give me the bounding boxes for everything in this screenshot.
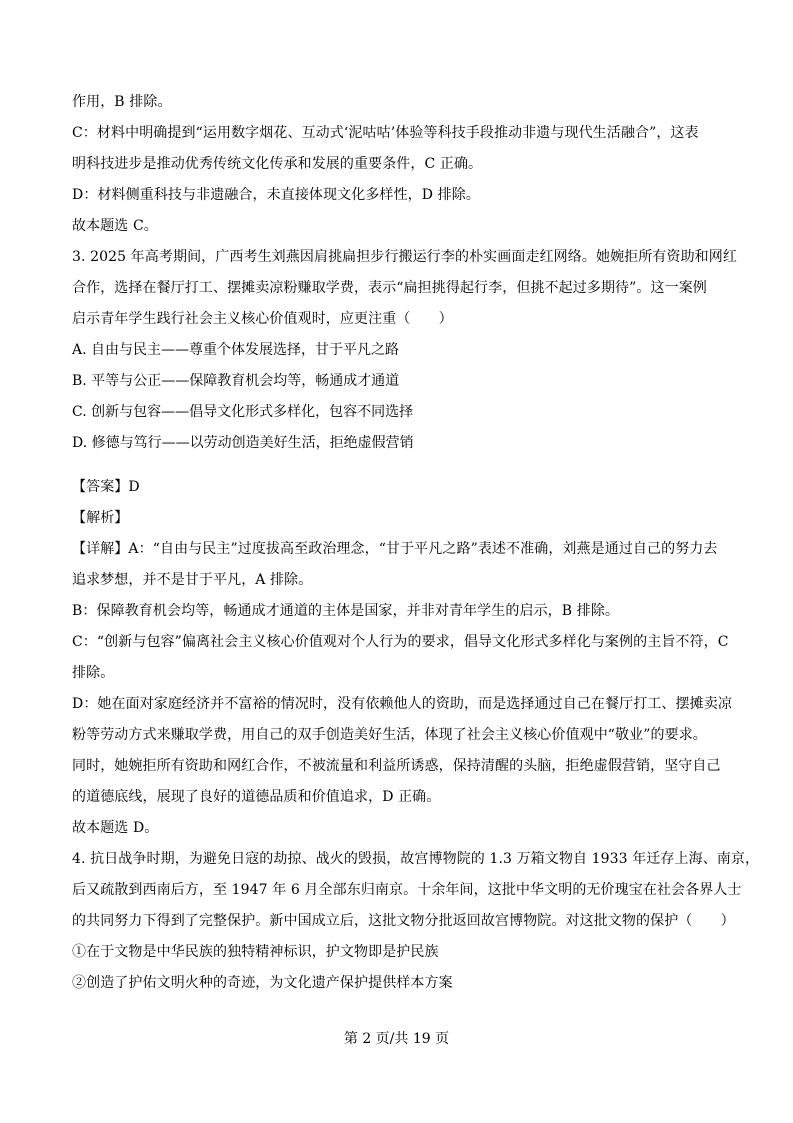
analysis-line: 故本题选 D。 — [72, 820, 159, 836]
analysis-line: D：她在面对家庭经济并不富裕的情况时，没有依赖他人的资助，而是选择通过自己在餐厅打工、摆摊卖凉 — [72, 696, 732, 712]
option-b: B. 平等与公正——保障教育机会均等，畅通成才通道 — [72, 373, 400, 389]
question-3-stem: 合作，选择在餐厅打工、摆摊卖凉粉赚取学费，表示“扁担挑得起行李，但挑不起过多期待”。这一案例 — [72, 280, 707, 296]
answer-label: 【答案】D — [72, 479, 140, 495]
analysis-line: 追求梦想，并不是甘于平凡，A 排除。 — [72, 572, 313, 588]
question-4-item: ②创造了护佑文明火种的奇迹，为文化遗产保护提供样本方案 — [72, 975, 453, 991]
page-footer: 第 2 页/共 19 页 — [343, 1031, 450, 1047]
text-line: 故本题选 C。 — [72, 218, 158, 234]
question-4-stem: 的共同努力下得到了完整保护。新中国成立后，这批文物分批返回故宫博物院。对这批文物的保护（ ） — [72, 913, 735, 929]
question-3-stem: 3. 2025 年高考期间，广西考生刘燕因肩挑扁担步行搬运行李的朴实画面走红网络。她婉拒所有资助和网红 — [72, 249, 737, 265]
option-d: D. 修德与笃行——以劳动创造美好生活，拒绝虚假营销 — [72, 435, 414, 451]
analysis-line: 同时，她婉拒所有资助和网红合作，不被流量和利益所诱惑，保持清醒的头脑，拒绝虚假营销，坚守自己 — [72, 758, 721, 774]
text-line: D：材料侧重科技与非遗融合，未直接体现文化多样性，D 排除。 — [72, 187, 480, 203]
analysis-line: 排除。 — [72, 665, 115, 681]
question-3-stem: 启示青年学生践行社会主义核心价值观时，应更注重（ ） — [72, 311, 453, 327]
analysis-line: 的道德底线，展现了良好的道德品质和价值追求，D 正确。 — [72, 789, 441, 805]
question-4-item: ①在于文物是中华民族的独特精神标识，护文物即是护民族 — [72, 944, 439, 960]
text-line: 明科技进步是推动优秀传统文化传承和发展的重要条件，C 正确。 — [72, 156, 483, 172]
analysis-line: 【详解】A：“自由与民主”过度拔高至政治理念，“甘于平凡之路”表述不准确，刘燕是通过自己的努力去 — [72, 541, 718, 557]
question-4-stem: 后又疏散到西南后方，至 1947 年 6 月全部东归南京。十余年间，这批中华文明的无价瑰宝在社会各界人士 — [72, 882, 742, 898]
option-a: A. 自由与民主——尊重个体发展选择，甘于平凡之路 — [72, 342, 400, 358]
text-line: C：材料中明确提到“运用数字烟花、互动式‘泥咕咕’体验等科技手段推动非遗与现代生活融合”，这表 — [72, 125, 699, 141]
text-line: 作用，B 排除。 — [72, 94, 172, 110]
analysis-label: 【解析】 — [72, 510, 129, 526]
analysis-line: 粉等劳动方式来赚取学费，用自己的双手创造美好生活，体现了社会主义核心价值观中“敬业”的要求。 — [72, 727, 707, 743]
analysis-line: B：保障教育机会均等，畅通成才通道的主体是国家，并非对青年学生的启示，B 排除。 — [72, 603, 620, 619]
option-c: C. 创新与包容——倡导文化形式多样化，包容不同选择 — [72, 404, 414, 420]
question-4-stem: 4. 抗日战争时期，为避免日寇的劫掠、战火的毁损，故宫博物院的 1.3 万箱文物自 1933 年迁存上海、南京， — [72, 851, 760, 867]
analysis-line: C：“创新与包容”偏离社会主义核心价值观对个人行为的要求，倡导文化形式多样化与案例的主旨不符，C — [72, 634, 729, 650]
document-body — [72, 92, 760, 1004]
